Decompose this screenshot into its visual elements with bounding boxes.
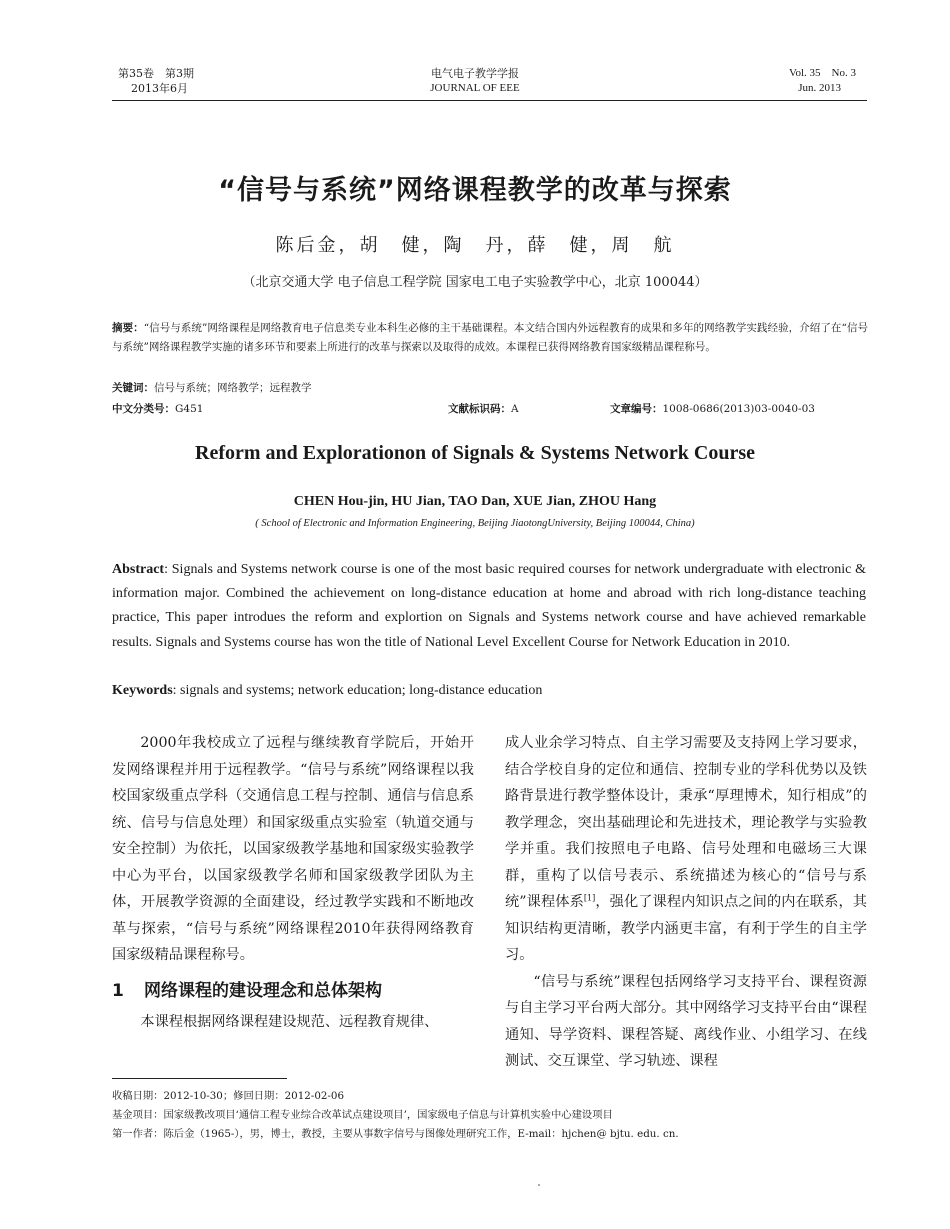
- citation-ref[interactable]: [1]: [583, 893, 596, 903]
- section-heading: [112, 978, 474, 1005]
- abstract-en-label: Abstract: [112, 562, 165, 577]
- abstract-cn-label: 摘要：: [112, 322, 144, 334]
- keywords-cn: [112, 380, 868, 396]
- clc-label: 中文分类号：: [112, 403, 175, 415]
- clc-value: G451: [175, 403, 204, 415]
- authors-en: CHEN Hou-jin, HU Jian, TAO Dan, XUE Jian, ZHOU Hang: [293, 494, 657, 509]
- body-text: ，强化了课程内知识点之间的内在联系，其知识结构更清晰，教学内涵更丰富，有利于学生的自主学习。: [505, 894, 867, 963]
- doc-code-value: A: [511, 403, 519, 415]
- keywords-cn-text: 信号与系统；网络教学；远程教学: [154, 382, 312, 394]
- abstract-cn-text: “信号与系统”网络课程是网络教育电子信息类专业本科生必修的主干基础课程。本文结合国内外远程教育的成果和多年的网络教学实践经验，介绍了在“信号与系统”网络课程教学实施的诸多环节和要素上所进行的改革与探索以及取得的成效。本课程已获得网络教育国家级精品课程称号。: [112, 322, 869, 353]
- title-en: Reform and Explorationon of Signals & Systems Network Course: [195, 442, 755, 464]
- abstract-en-text: : Signals and Systems network course is one of the most basic required courses for network undergraduate with electronic & information major. Combined the achievement on long-distance education at home and abroad with rich long-distance teaching practice, This paper introdues the reform and explortion on Signals and Systems network course and have achieved remarkable results. Signals and Systems course has won the title of National Level Excellent Course for Network Education in 2010.: [112, 562, 866, 650]
- body-left-column: [112, 730, 474, 1036]
- keywords-en: [112, 681, 866, 701]
- footnotes: [112, 1087, 872, 1144]
- title-cn: “信号与系统”网络课程教学的改革与探索: [218, 175, 732, 206]
- header-volume-en: Vol. 35 No. 3: [788, 67, 856, 79]
- scan-speck: [538, 1184, 540, 1186]
- body-paragraph: 2000年我校成立了远程与继续教育学院后，开始开发网络课程并用于远程教学。“信号与系统”网络课程以我校国家级重点学科（交通信息工程与控制、通信与信息系统、信号与信息处理）和国家级重点实验室（轨道交通与安全控制）为依托，以国家级教学基地和国家级实验教学中心为平台，以国家级教学名师和国家级教学团队为主体，开展教学资源的全面建设，经过教学实践和不断地改革与探索，“信号与系统”网络课程2010年获得网络教育国家级精品课程称号。: [112, 735, 474, 963]
- section-number: 1: [112, 980, 124, 1001]
- section-title: 网络课程的建设理念和总体架构: [144, 980, 382, 1001]
- body-paragraph: “信号与系统”课程包括网络学习支持平台、课程资源与自主学习平台两大部分。其中网络学习支持平台由“课程通知、导学资料、课程答疑、离线作业、小组学习、在线测试、交互课堂、学习轨迹、课程: [505, 973, 867, 1069]
- body-paragraph: [505, 730, 867, 969]
- keywords-en-text: : signals and systems; network education; long-distance education: [172, 683, 543, 698]
- doc-code-label: 文献标识码：: [448, 403, 511, 415]
- header-volume-issue: 第35卷 第3期: [118, 67, 194, 80]
- footnote-rule: [112, 1078, 287, 1079]
- header-journal-en: JOURNAL OF EEE: [430, 82, 520, 94]
- footnote-received: 收稿日期：2012-10-30；修回日期：2012-02-06: [112, 1090, 345, 1102]
- affiliation-en: ( School of Electronic and Information Engineering, Beijing JiaotongUniversity, Beijing 100044, China): [255, 518, 695, 529]
- header-date-en: Jun. 2013: [798, 82, 841, 94]
- keywords-cn-label: 关键词：: [112, 382, 154, 394]
- article-no-value: 1008-0686(2013)03-0040-03: [662, 403, 815, 415]
- affiliation-cn: （北京交通大学 电子信息工程学院 国家电工电子实验教学中心，北京 100044）: [242, 275, 708, 290]
- article-no-label: 文章编号：: [610, 403, 663, 415]
- body-right-column: [505, 730, 867, 1075]
- footnote-author: 第一作者：陈后金（1965-），男，博士，教授，主要从事数字信号与图像处理研究工作，E-mail：hjchen@ bjtu. edu. cn.: [112, 1128, 679, 1140]
- header-journal-cn: 电气电子教学学报: [431, 67, 519, 80]
- body-paragraph: 本课程根据网络课程建设规范、远程教育规律、: [140, 1014, 439, 1030]
- header-rule: [112, 100, 867, 101]
- body-text: 成人业余学习特点、自主学习需要及支持网上学习要求，结合学校自身的定位和通信、控制专业的学科优势以及铁路背景进行教学整体设计，秉承“厚理博术，知行相成”的教学理念，突出基础理论和先进技术，理论教学与实验教学并重。我们按照电子电路、信号处理和电磁场三大课群，重构了以信号表示、系统描述为核心的“信号与系统”课程体系: [505, 735, 867, 910]
- header-date-cn: 2013年6月: [131, 82, 188, 95]
- abstract-cn: [112, 319, 868, 357]
- abstract-en: [112, 558, 866, 655]
- keywords-en-label: Keywords: [112, 683, 173, 698]
- footnote-fund: 基金项目：国家级教改项目‘通信工程专业综合改革试点建设项目’，国家级电子信息与计算机实验中心建设项目: [112, 1109, 613, 1121]
- authors-cn: 陈后金，胡 健，陶 丹，薛 健，周 航: [275, 235, 675, 256]
